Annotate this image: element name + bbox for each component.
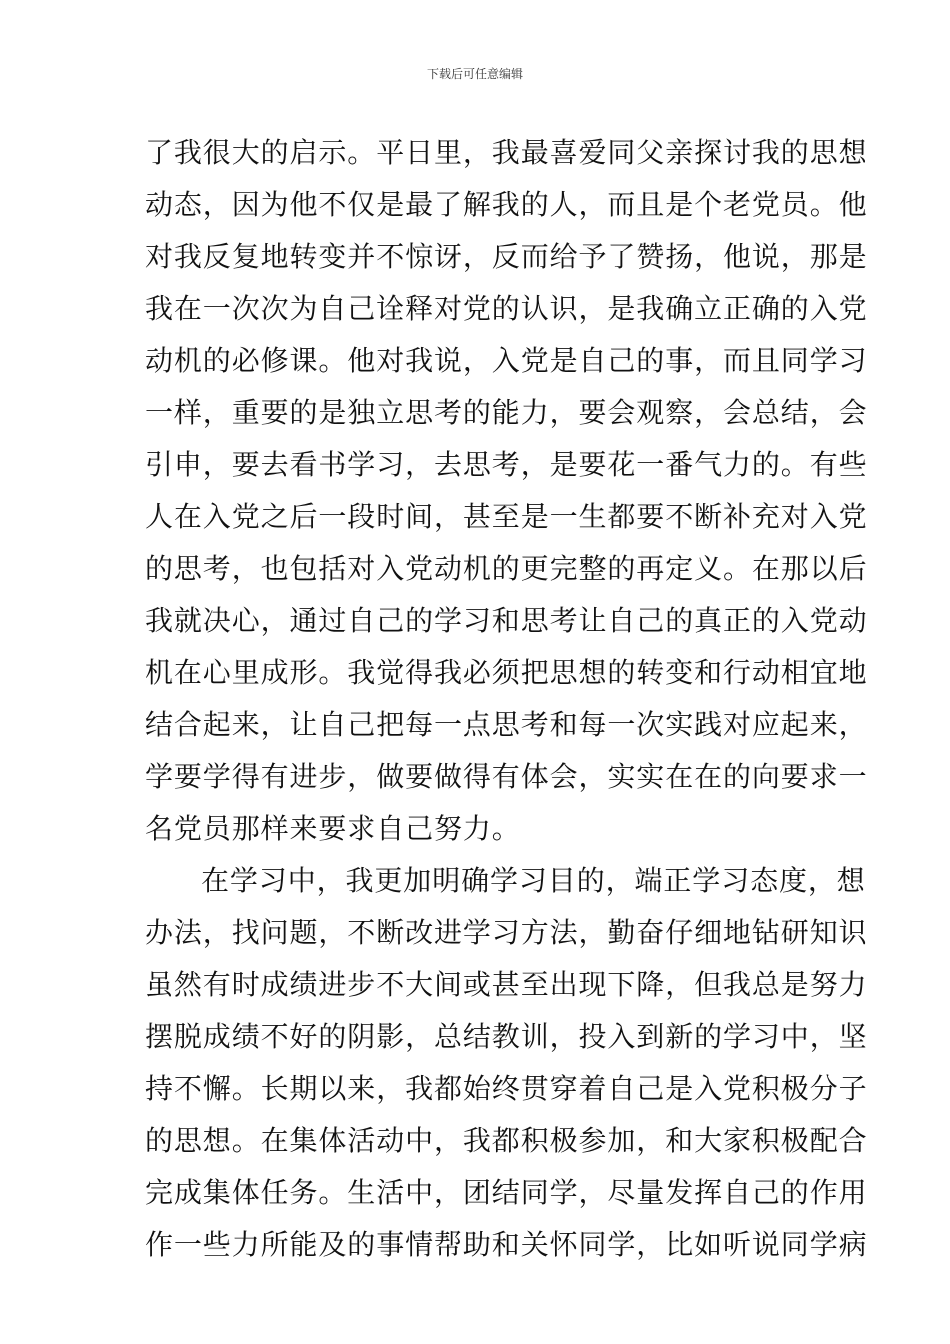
text-line: 虽然有时成绩进步不大间或甚至出现下降，但我总是努力 (145, 968, 868, 1001)
text-line: 动态，因为他不仅是最了解我的人，而且是个老党员。他 (145, 188, 868, 221)
text-line: 人在入党之后一段时间，甚至是一生都要不断补充对入党 (145, 500, 868, 533)
text-line: 动机的必修课。他对我说，入党是自己的事，而且同学习 (145, 344, 868, 377)
text-line: 持不懈。长期以来，我都始终贯穿着自己是入党积极分子 (145, 1072, 868, 1105)
text-line: 的思考，也包括对入党动机的更完整的再定义。在那以后 (145, 552, 868, 585)
text-line: 了我很大的启示。平日里，我最喜爱同父亲探讨我的思想 (145, 136, 868, 169)
text-line: 结合起来，让自己把每一点思考和每一次实践对应起来， (145, 708, 868, 741)
text-line: 对我反复地转变并不惊讶，反而给予了赞扬，他说，那是 (145, 240, 868, 273)
text-line: 办法，找问题，不断改进学习方法，勤奋仔细地钻研知识 (145, 916, 868, 949)
text-line: 我就决心，通过自己的学习和思考让自己的真正的入党动 (145, 604, 868, 637)
text-line: 的思想。在集体活动中，我都积极参加，和大家积极配合 (145, 1124, 868, 1157)
text-line: 引申，要去看书学习，去思考，是要花一番气力的。有些 (145, 448, 868, 481)
paragraph-start-line: 在学习中，我更加明确学习目的，端正学习态度，想 (201, 864, 866, 897)
text-line: 学要学得有进步，做要做得有体会，实实在在的向要求一 (145, 760, 868, 793)
text-line: 作一些力所能及的事情帮助和关怀同学，比如听说同学病 (145, 1228, 868, 1261)
text-line: 一样，重要的是独立思考的能力，要会观察，会总结，会 (145, 396, 868, 429)
text-line: 名党员那样来要求自己努力。 (145, 812, 521, 845)
text-line: 我在一次次为自己诠释对党的认识，是我确立正确的入党 (145, 292, 868, 325)
text-line: 完成集体任务。生活中，团结同学，尽量发挥自己的作用 (145, 1176, 868, 1209)
page-header: 下载后可任意编辑 (426, 67, 523, 81)
text-line: 摆脱成绩不好的阴影，总结教训，投入到新的学习中，坚 (145, 1020, 868, 1053)
document-body (145, 127, 868, 1271)
text-line: 机在心里成形。我觉得我必须把思想的转变和行动相宜地 (145, 656, 868, 689)
